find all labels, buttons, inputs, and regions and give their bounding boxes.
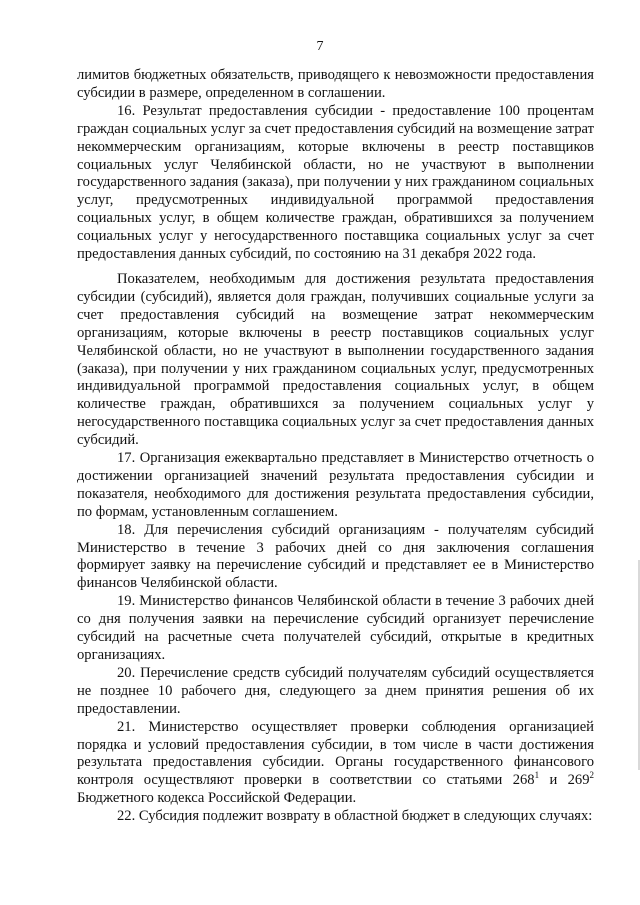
paragraph-continuation: лимитов бюджетных обязательств, приводящего к невозможности предоставления субсидии в размере, определенном в соглашении. bbox=[77, 67, 594, 101]
paragraph-17: 17. Организация ежеквартально представляет в Министерство отчетность о достижении организацией значений результата предоставления субсидии и показателя, необходимого для достижения результата предоставления субсидии, по формам, установленным соглашением. bbox=[77, 450, 594, 520]
document-body bbox=[77, 67, 594, 826]
paragraph-16-indicator: Показателем, необходимым для достижения результата предоставления субсидии (субсидий), является доля граждан, получивших социальные услуги за счет предоставления субсидий на возмещение затрат некоммерческим организациям, которые включены в реестр поставщиков социальных услуг Челябинской области, но не участвуют в выполнении государственного задания (заказа), при получении у них гражданином социальных услуг, предусмотренных индивидуальной программой предоставления социальных услуг, в общем количестве граждан, обратившихся за получением социальных услуг у негосударственного поставщика социальных услуг за счет предоставления данных субсидий. bbox=[77, 270, 594, 449]
paragraph-19: 19. Министерство финансов Челябинской области в течение 3 рабочих дней со дня получения заявки на перечисление субсидий организует перечисление субсидий на расчетные счета получателей субсидий, открытые в кредитных организациях. bbox=[77, 593, 594, 663]
article-superscript-2: 2 bbox=[589, 770, 594, 781]
paragraph-22: 22. Субсидия подлежит возврату в областной бюджет в следующих случаях: bbox=[117, 808, 593, 825]
paragraph-21-text-start: 21. Министерство осуществляет проверки соблюдения организацией порядка и условий предоставления субсидии, в том числе в части достижения результата предоставления субсидии. Органы государственного финансового контроля осуществляют проверки в соответствии со статьями 268 bbox=[77, 718, 594, 789]
article-superscript-1: 1 bbox=[534, 770, 540, 781]
paragraph-16: 16. Результат предоставления субсидии - предоставление 100 процентам граждан социальных услуг за счет предоставления субсидий на возмещение затрат некоммерческим организациям, которые включены в реестр поставщиков социальных услуг Челябинской области, но не участвуют в выполнении государственного задания (заказа), при получении у них гражданином социальных услуг, предусмотренных индивидуальной программой предоставления социальных услуг, в общем количестве граждан, обратившихся за получением социальных услуг у негосударственного поставщика социальных услуг за счет предоставления данных субсидий, по состоянию на 31 декабря 2022 года. bbox=[77, 102, 594, 263]
page-number: 7 bbox=[316, 39, 324, 54]
paragraph-18: 18. Для перечисления субсидий организациям - получателям субсидий Министерство в течение 3 рабочих дней со дня заключения соглашения формирует заявку на перечисление субсидий и представляет ее в Министерство финансов Челябинской области. bbox=[77, 521, 594, 592]
paragraph-20: 20. Перечисление средств субсидий получателям субсидий осуществляется не позднее 10 рабочего дня, следующего за днем принятия решения об их предоставлении. bbox=[77, 664, 594, 717]
paragraph-21-text-mid: и 269 bbox=[539, 772, 590, 789]
paragraph-21-text-end: Бюджетного кодекса Российской Федерации. bbox=[77, 790, 357, 807]
paragraph-21 bbox=[77, 719, 594, 809]
